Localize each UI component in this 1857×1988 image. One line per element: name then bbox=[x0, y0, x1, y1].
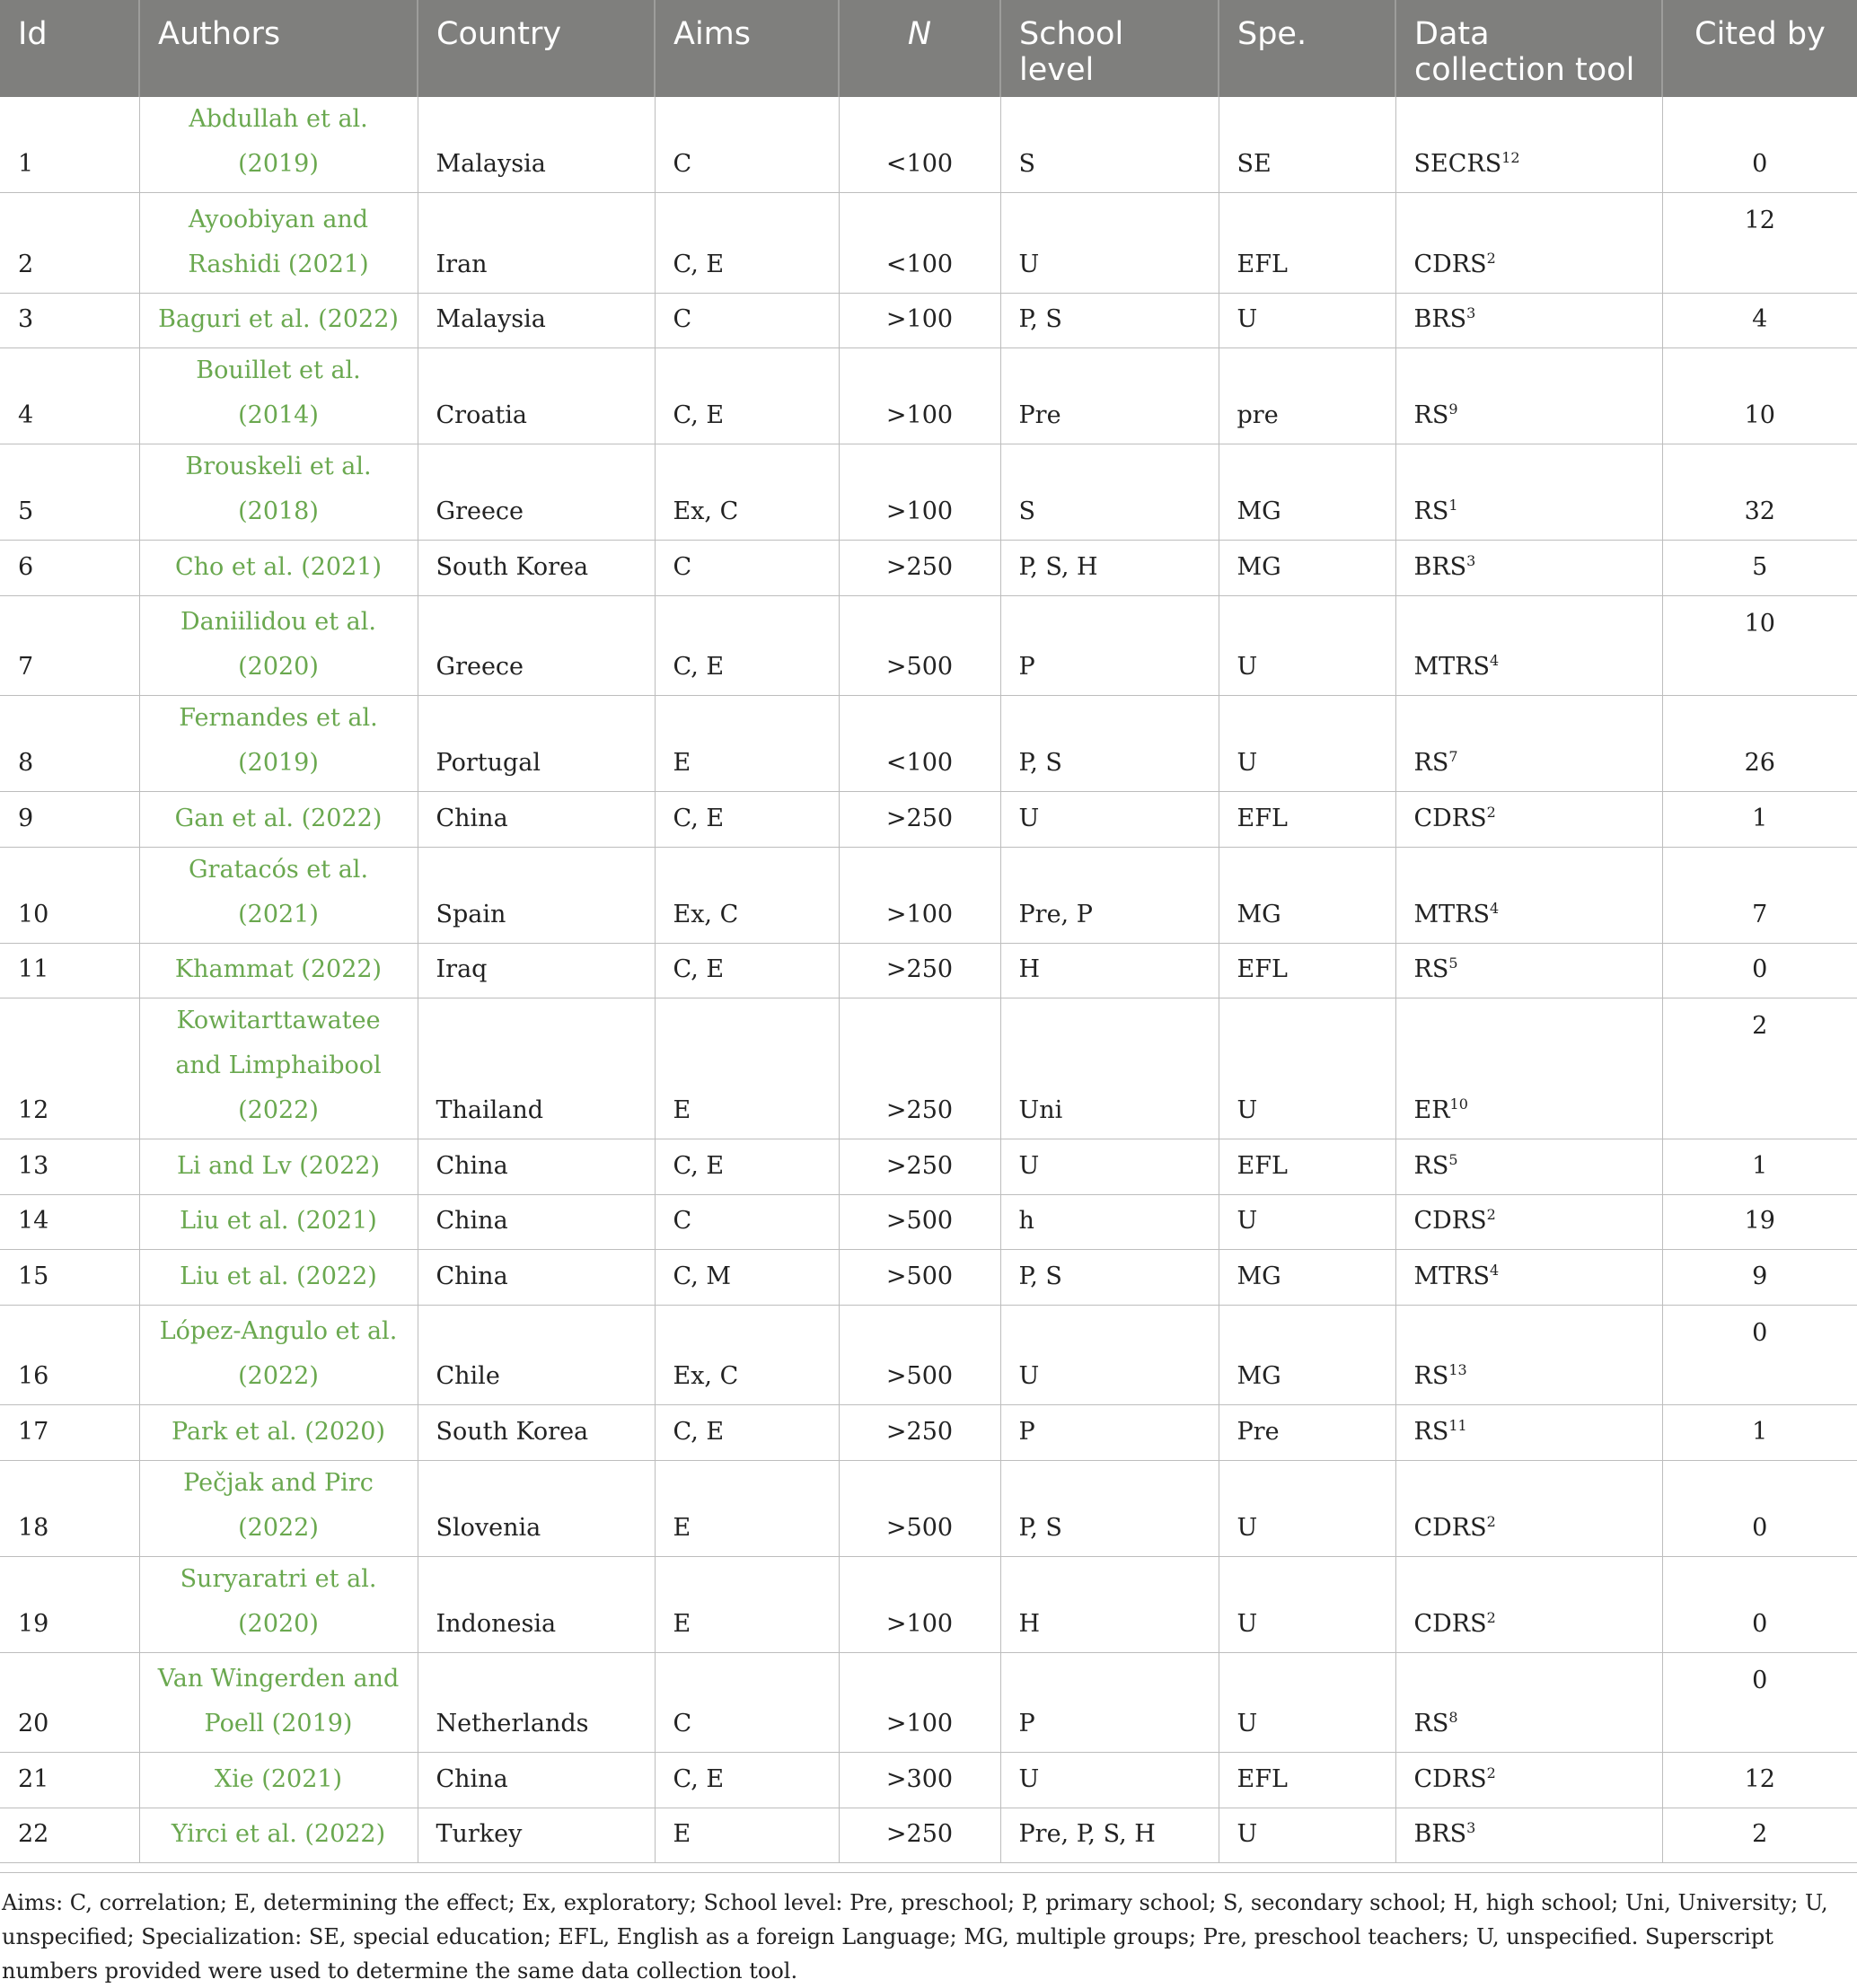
cell-spe: U bbox=[1219, 998, 1395, 1139]
cell-tool bbox=[1395, 595, 1662, 696]
tool-superscript: 2 bbox=[1486, 803, 1496, 821]
cell-n: >250 bbox=[839, 792, 1000, 848]
table-row bbox=[0, 444, 1857, 541]
cell-spe: U bbox=[1219, 1194, 1395, 1250]
cell-spe: U bbox=[1219, 1808, 1395, 1863]
cell-id: 7 bbox=[0, 595, 139, 696]
table-row bbox=[0, 1405, 1857, 1461]
cell-school-level: H bbox=[1000, 943, 1219, 998]
cell-id: 5 bbox=[0, 444, 139, 541]
cell-id: 18 bbox=[0, 1460, 139, 1556]
cell-school-level: P, S bbox=[1000, 1250, 1219, 1306]
header-cited: Cited by bbox=[1662, 0, 1857, 97]
cell-cited: 0 bbox=[1662, 1652, 1857, 1753]
cell-tool bbox=[1395, 1405, 1662, 1461]
cell-country: Iraq bbox=[418, 943, 655, 998]
cell-authors[interactable]: Cho et al. (2021) bbox=[139, 541, 418, 596]
cell-spe: EFL bbox=[1219, 1139, 1395, 1195]
tool-name: ER bbox=[1413, 1096, 1450, 1124]
cell-id: 11 bbox=[0, 943, 139, 998]
cell-n: >100 bbox=[839, 293, 1000, 348]
cell-n: >250 bbox=[839, 943, 1000, 998]
cell-id: 1 bbox=[0, 97, 139, 193]
tool-superscript: 11 bbox=[1448, 1416, 1467, 1434]
tool-superscript: 7 bbox=[1448, 748, 1458, 765]
tool-name: MTRS bbox=[1413, 1262, 1490, 1290]
cell-n: >500 bbox=[839, 1305, 1000, 1405]
tool-name: SECRS bbox=[1413, 150, 1502, 178]
cell-tool bbox=[1395, 348, 1662, 444]
cell-id: 22 bbox=[0, 1808, 139, 1863]
tool-name: BRS bbox=[1413, 1820, 1467, 1848]
cell-spe: Pre bbox=[1219, 1405, 1395, 1461]
cell-spe: U bbox=[1219, 1652, 1395, 1753]
tool-superscript: 2 bbox=[1486, 1206, 1496, 1223]
cell-n: >100 bbox=[839, 444, 1000, 541]
table-row bbox=[0, 792, 1857, 848]
cell-id: 12 bbox=[0, 998, 139, 1139]
tool-name: MTRS bbox=[1413, 653, 1490, 681]
cell-school-level: Pre, P, S, H bbox=[1000, 1808, 1219, 1863]
tool-name: RS bbox=[1413, 749, 1449, 777]
cell-aims: C bbox=[655, 1652, 839, 1753]
header-id: Id bbox=[0, 0, 139, 97]
cell-cited: 0 bbox=[1662, 1305, 1857, 1405]
cell-id: 3 bbox=[0, 293, 139, 348]
header-tool: Data collection tool bbox=[1395, 0, 1662, 97]
cell-country: Greece bbox=[418, 444, 655, 541]
cell-country: Spain bbox=[418, 847, 655, 943]
cell-spe: EFL bbox=[1219, 193, 1395, 294]
cell-cited: 12 bbox=[1662, 193, 1857, 294]
cell-n: >250 bbox=[839, 1405, 1000, 1461]
table-row bbox=[0, 348, 1857, 444]
cell-authors[interactable]: Kowitarttawatee and Limphaibool (2022) bbox=[139, 998, 418, 1139]
cell-id: 16 bbox=[0, 1305, 139, 1405]
cell-school-level: P bbox=[1000, 595, 1219, 696]
cell-authors[interactable]: Fernandes et al. (2019) bbox=[139, 696, 418, 792]
cell-cited: 0 bbox=[1662, 1460, 1857, 1556]
cell-tool bbox=[1395, 1460, 1662, 1556]
cell-aims: C, E bbox=[655, 595, 839, 696]
cell-authors[interactable]: Brouskeli et al. (2018) bbox=[139, 444, 418, 541]
cell-tool bbox=[1395, 998, 1662, 1139]
table-row bbox=[0, 1652, 1857, 1753]
cell-n: >500 bbox=[839, 595, 1000, 696]
table-row bbox=[0, 1194, 1857, 1250]
cell-tool bbox=[1395, 97, 1662, 193]
cell-authors[interactable]: Van Wingerden and Poell (2019) bbox=[139, 1652, 418, 1753]
tool-superscript: 2 bbox=[1486, 1512, 1496, 1530]
tool-name: CDRS bbox=[1413, 804, 1487, 832]
cell-country: South Korea bbox=[418, 1405, 655, 1461]
cell-aims: E bbox=[655, 1556, 839, 1652]
cell-authors[interactable]: Liu et al. (2022) bbox=[139, 1250, 418, 1306]
table-row bbox=[0, 998, 1857, 1139]
cell-cited: 19 bbox=[1662, 1194, 1857, 1250]
cell-aims: Ex, C bbox=[655, 1305, 839, 1405]
cell-country: China bbox=[418, 1250, 655, 1306]
cell-n: >300 bbox=[839, 1753, 1000, 1808]
tool-superscript: 5 bbox=[1448, 954, 1458, 972]
cell-country: Greece bbox=[418, 595, 655, 696]
table-row bbox=[0, 193, 1857, 294]
tool-name: RS bbox=[1413, 497, 1449, 525]
cell-country: Slovenia bbox=[418, 1460, 655, 1556]
cell-authors[interactable]: Li and Lv (2022) bbox=[139, 1139, 418, 1195]
tool-superscript: 2 bbox=[1486, 1608, 1496, 1626]
cell-aims: Ex, C bbox=[655, 444, 839, 541]
cell-country: Croatia bbox=[418, 348, 655, 444]
cell-school-level: H bbox=[1000, 1556, 1219, 1652]
cell-authors[interactable]: Park et al. (2020) bbox=[139, 1405, 418, 1461]
cell-country: Netherlands bbox=[418, 1652, 655, 1753]
tool-name: CDRS bbox=[1413, 250, 1487, 278]
tool-superscript: 3 bbox=[1466, 551, 1476, 569]
cell-spe: pre bbox=[1219, 348, 1395, 444]
cell-spe: EFL bbox=[1219, 1753, 1395, 1808]
cell-id: 10 bbox=[0, 847, 139, 943]
cell-n: >100 bbox=[839, 1652, 1000, 1753]
cell-authors[interactable]: Gratacós et al. (2021) bbox=[139, 847, 418, 943]
cell-school-level: Pre, P bbox=[1000, 847, 1219, 943]
cell-spe: EFL bbox=[1219, 943, 1395, 998]
cell-country: Chile bbox=[418, 1305, 655, 1405]
cell-school-level: P bbox=[1000, 1652, 1219, 1753]
cell-cited: 10 bbox=[1662, 595, 1857, 696]
cell-id: 8 bbox=[0, 696, 139, 792]
cell-aims: C, E bbox=[655, 193, 839, 294]
cell-authors[interactable]: Liu et al. (2021) bbox=[139, 1194, 418, 1250]
table-row bbox=[0, 1753, 1857, 1808]
cell-aims: C, M bbox=[655, 1250, 839, 1306]
tool-name: RS bbox=[1413, 1417, 1449, 1446]
table-row bbox=[0, 1460, 1857, 1556]
header-school-level: School level bbox=[1000, 0, 1219, 97]
cell-spe: MG bbox=[1219, 1250, 1395, 1306]
cell-n: >250 bbox=[839, 1808, 1000, 1863]
cell-n: <100 bbox=[839, 97, 1000, 193]
cell-aims: C bbox=[655, 97, 839, 193]
table-row bbox=[0, 847, 1857, 943]
tool-superscript: 12 bbox=[1501, 149, 1520, 166]
cell-cited: 1 bbox=[1662, 792, 1857, 848]
cell-id: 19 bbox=[0, 1556, 139, 1652]
cell-aims: C, E bbox=[655, 792, 839, 848]
cell-authors[interactable]: Xie (2021) bbox=[139, 1753, 418, 1808]
cell-tool bbox=[1395, 1808, 1662, 1863]
cell-school-level: S bbox=[1000, 97, 1219, 193]
cell-id: 17 bbox=[0, 1405, 139, 1461]
cell-school-level: P bbox=[1000, 1405, 1219, 1461]
tool-name: CDRS bbox=[1413, 1513, 1487, 1542]
table-row bbox=[0, 595, 1857, 696]
cell-aims: C, E bbox=[655, 1753, 839, 1808]
cell-cited: 4 bbox=[1662, 293, 1857, 348]
cell-cited: 0 bbox=[1662, 1556, 1857, 1652]
tool-superscript: 13 bbox=[1448, 1361, 1467, 1378]
cell-n: >250 bbox=[839, 998, 1000, 1139]
cell-tool bbox=[1395, 541, 1662, 596]
tool-superscript: 4 bbox=[1489, 899, 1500, 917]
cell-spe: U bbox=[1219, 595, 1395, 696]
tool-name: BRS bbox=[1413, 305, 1467, 333]
cell-aims: C, E bbox=[655, 1405, 839, 1461]
cell-tool bbox=[1395, 1139, 1662, 1195]
cell-cited: 0 bbox=[1662, 943, 1857, 998]
cell-tool bbox=[1395, 792, 1662, 848]
cell-country: China bbox=[418, 1753, 655, 1808]
cell-tool bbox=[1395, 943, 1662, 998]
tool-name: MTRS bbox=[1413, 900, 1490, 928]
tool-superscript: 1 bbox=[1448, 497, 1458, 514]
cell-tool bbox=[1395, 1305, 1662, 1405]
cell-country: China bbox=[418, 792, 655, 848]
cell-tool bbox=[1395, 293, 1662, 348]
cell-id: 4 bbox=[0, 348, 139, 444]
cell-country: Malaysia bbox=[418, 97, 655, 193]
cell-cited: 2 bbox=[1662, 998, 1857, 1139]
table-row bbox=[0, 943, 1857, 998]
tool-superscript: 4 bbox=[1489, 1261, 1500, 1279]
cell-id: 6 bbox=[0, 541, 139, 596]
header-spe: Spe. bbox=[1219, 0, 1395, 97]
cell-school-level: U bbox=[1000, 1305, 1219, 1405]
cell-cited: 26 bbox=[1662, 696, 1857, 792]
cell-school-level: U bbox=[1000, 193, 1219, 294]
cell-cited: 1 bbox=[1662, 1405, 1857, 1461]
cell-authors[interactable]: Yirci et al. (2022) bbox=[139, 1808, 418, 1863]
tool-name: RS bbox=[1413, 1151, 1449, 1180]
tool-name: RS bbox=[1413, 1710, 1449, 1737]
cell-n: >250 bbox=[839, 541, 1000, 596]
cell-authors[interactable]: Khammat (2022) bbox=[139, 943, 418, 998]
table-row bbox=[0, 1808, 1857, 1863]
cell-aims: C, E bbox=[655, 943, 839, 998]
cell-id: 14 bbox=[0, 1194, 139, 1250]
table-row bbox=[0, 1139, 1857, 1195]
table-row bbox=[0, 97, 1857, 193]
cell-authors[interactable]: Ayoobiyan and Rashidi (2021) bbox=[139, 193, 418, 294]
tool-name: RS bbox=[1413, 955, 1449, 983]
cell-tool bbox=[1395, 1556, 1662, 1652]
cell-id: 2 bbox=[0, 193, 139, 294]
cell-country: Iran bbox=[418, 193, 655, 294]
table-row bbox=[0, 1305, 1857, 1405]
cell-school-level: Uni bbox=[1000, 998, 1219, 1139]
cell-school-level: U bbox=[1000, 792, 1219, 848]
cell-country: South Korea bbox=[418, 541, 655, 596]
cell-authors[interactable]: Pečjak and Pirc (2022) bbox=[139, 1460, 418, 1556]
cell-aims: C, E bbox=[655, 348, 839, 444]
cell-authors[interactable]: Daniilidou et al. (2020) bbox=[139, 595, 418, 696]
table-row bbox=[0, 1250, 1857, 1306]
cell-authors[interactable]: Baguri et al. (2022) bbox=[139, 293, 418, 348]
cell-tool bbox=[1395, 193, 1662, 294]
cell-cited: 32 bbox=[1662, 444, 1857, 541]
cell-country: China bbox=[418, 1139, 655, 1195]
header-aims: Aims bbox=[655, 0, 839, 97]
cell-spe: SE bbox=[1219, 97, 1395, 193]
cell-tool bbox=[1395, 1652, 1662, 1753]
tool-superscript: 3 bbox=[1466, 1819, 1476, 1836]
tool-name: CDRS bbox=[1413, 1609, 1487, 1638]
tool-superscript: 8 bbox=[1448, 1709, 1458, 1726]
cell-country: China bbox=[418, 1194, 655, 1250]
cell-school-level: P, S, H bbox=[1000, 541, 1219, 596]
cell-authors[interactable]: Suryaratri et al. (2020) bbox=[139, 1556, 418, 1652]
cell-country: Thailand bbox=[418, 998, 655, 1139]
cell-tool bbox=[1395, 847, 1662, 943]
tool-superscript: 9 bbox=[1448, 400, 1458, 418]
cell-country: Portugal bbox=[418, 696, 655, 792]
table-row bbox=[0, 1556, 1857, 1652]
cell-cited: 0 bbox=[1662, 97, 1857, 193]
cell-id: 20 bbox=[0, 1652, 139, 1753]
cell-cited: 12 bbox=[1662, 1753, 1857, 1808]
tool-superscript: 4 bbox=[1489, 652, 1500, 669]
cell-spe: EFL bbox=[1219, 792, 1395, 848]
cell-spe: MG bbox=[1219, 847, 1395, 943]
cell-spe: U bbox=[1219, 1460, 1395, 1556]
cell-spe: U bbox=[1219, 293, 1395, 348]
cell-id: 9 bbox=[0, 792, 139, 848]
header-country: Country bbox=[418, 0, 655, 97]
cell-country: Indonesia bbox=[418, 1556, 655, 1652]
cell-n: >250 bbox=[839, 1139, 1000, 1195]
cell-n: >500 bbox=[839, 1250, 1000, 1306]
table-row bbox=[0, 293, 1857, 348]
tool-superscript: 5 bbox=[1448, 1150, 1458, 1168]
cell-n: >100 bbox=[839, 348, 1000, 444]
tool-superscript: 3 bbox=[1466, 304, 1476, 321]
tool-name: CDRS bbox=[1413, 1207, 1487, 1235]
cell-id: 13 bbox=[0, 1139, 139, 1195]
cell-n: <100 bbox=[839, 193, 1000, 294]
cell-n: <100 bbox=[839, 696, 1000, 792]
cell-n: >500 bbox=[839, 1194, 1000, 1250]
cell-country: Turkey bbox=[418, 1808, 655, 1863]
tool-superscript: 2 bbox=[1486, 1764, 1496, 1781]
tool-name: BRS bbox=[1413, 552, 1467, 581]
header-row bbox=[0, 0, 1857, 97]
cell-country: Malaysia bbox=[418, 293, 655, 348]
cell-tool bbox=[1395, 1194, 1662, 1250]
cell-aims: C, E bbox=[655, 1139, 839, 1195]
cell-aims: E bbox=[655, 998, 839, 1139]
cell-n: >100 bbox=[839, 1556, 1000, 1652]
cell-cited: 1 bbox=[1662, 1139, 1857, 1195]
header-authors: Authors bbox=[139, 0, 418, 97]
cell-id: 15 bbox=[0, 1250, 139, 1306]
cell-cited: 5 bbox=[1662, 541, 1857, 596]
cell-tool bbox=[1395, 1250, 1662, 1306]
cell-n: >100 bbox=[839, 847, 1000, 943]
tool-name: CDRS bbox=[1413, 1764, 1487, 1793]
cell-aims: E bbox=[655, 696, 839, 792]
cell-school-level: P, S bbox=[1000, 293, 1219, 348]
table-row bbox=[0, 541, 1857, 596]
cell-aims: C bbox=[655, 293, 839, 348]
cell-cited: 7 bbox=[1662, 847, 1857, 943]
cell-school-level: U bbox=[1000, 1753, 1219, 1808]
tool-superscript: 10 bbox=[1449, 1095, 1468, 1113]
cell-n: >500 bbox=[839, 1460, 1000, 1556]
cell-school-level: S bbox=[1000, 444, 1219, 541]
cell-aims: E bbox=[655, 1460, 839, 1556]
cell-spe: MG bbox=[1219, 1305, 1395, 1405]
cell-spe: MG bbox=[1219, 444, 1395, 541]
cell-cited: 10 bbox=[1662, 348, 1857, 444]
cell-school-level: U bbox=[1000, 1139, 1219, 1195]
cell-cited: 2 bbox=[1662, 1808, 1857, 1863]
cell-authors[interactable]: Bouillet et al. (2014) bbox=[139, 348, 418, 444]
table-body bbox=[0, 97, 1857, 1863]
cell-spe: U bbox=[1219, 696, 1395, 792]
header-n: N bbox=[839, 0, 1000, 97]
cell-school-level: P, S bbox=[1000, 1460, 1219, 1556]
cell-authors[interactable]: López-Angulo et al. (2022) bbox=[139, 1305, 418, 1405]
cell-authors[interactable]: Abdullah et al. (2019) bbox=[139, 97, 418, 193]
cell-tool bbox=[1395, 444, 1662, 541]
cell-school-level: Pre bbox=[1000, 348, 1219, 444]
cell-authors[interactable]: Gan et al. (2022) bbox=[139, 792, 418, 848]
cell-id: 21 bbox=[0, 1753, 139, 1808]
tool-name: RS bbox=[1413, 1362, 1449, 1390]
cell-school-level: P, S bbox=[1000, 696, 1219, 792]
cell-aims: C bbox=[655, 1194, 839, 1250]
tool-superscript: 2 bbox=[1486, 249, 1496, 267]
cell-tool bbox=[1395, 1753, 1662, 1808]
cell-tool bbox=[1395, 696, 1662, 792]
cell-spe: MG bbox=[1219, 541, 1395, 596]
cell-cited: 9 bbox=[1662, 1250, 1857, 1306]
cell-aims: C bbox=[655, 541, 839, 596]
tool-name: RS bbox=[1413, 401, 1449, 429]
cell-aims: E bbox=[655, 1808, 839, 1863]
cell-spe: U bbox=[1219, 1556, 1395, 1652]
cell-aims: Ex, C bbox=[655, 847, 839, 943]
table-row bbox=[0, 696, 1857, 792]
table-footnote: Aims: C, correlation; E, determining the effect; Ex, exploratory; School level: Pre, preschool; P, primary school; S, secondary school; H, high school; Uni, University; U, unspecified; Specialization: SE, special education; EFL, English as a foreign Language; MG, multiple groups; Pre, preschool teachers; U, unspecified. Superscript numbers provided were used to determine the same data collection tool. bbox=[0, 1872, 1857, 1988]
cell-school-level: h bbox=[1000, 1194, 1219, 1250]
